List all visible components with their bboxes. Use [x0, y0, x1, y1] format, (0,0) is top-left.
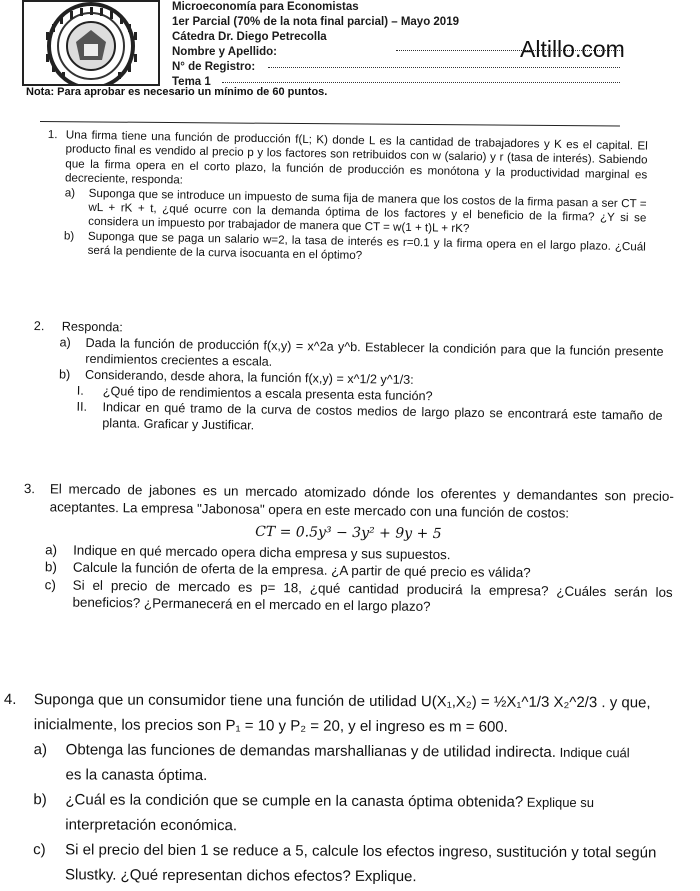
chair-name: Cátedra Dr. Diego Petrecolla — [172, 31, 327, 43]
question-number: 1. — [47, 128, 58, 142]
course-title: Microeconomía para Economistas — [172, 1, 359, 13]
item-label: b) — [44, 559, 57, 575]
item-text: Dada la función de producción f(x,y) = x^2a y^b. Establecer la condición para que la función presente rendimientos crecientes a escala. — [85, 335, 664, 369]
question-text: Una firma tiene una función de producción f(L; K) donde L es la cantidad de trabajadores y K es el capital. El producto final es vendido al precio p y los factores son retribuidos con w (salario) y r (tasa de interés). Sabiendo que la firma opera en el corto plazo, la función de producción es monótona y la productividad marginal es decreciente, responda: — [64, 128, 648, 187]
exam-header — [172, 0, 532, 90]
item-text: Suponga que se paga un salario w=2, la tasa de interés es r=0.1 y la firma opera en el largo plazo. ¿Cuál será la pendiente de la curva isocuanta en el óptimo? — [87, 229, 646, 263]
item-text: interpretación económica. — [65, 816, 238, 835]
question-number: 4. — [3, 690, 17, 709]
item-label: a) — [33, 741, 48, 759]
question-3 — [22, 480, 674, 618]
item-text-small: Indique cuál — [555, 744, 630, 761]
registry-fill-line — [268, 67, 620, 68]
exam-title: 1er Parcial (70% de la nota final parcial) – Mayo 2019 — [172, 16, 459, 28]
cost-formula: CT = 0.5y³ − 3y² + 9y + 5 — [255, 523, 442, 543]
item-text: Calcule la función de oferta de la empresa. ¿A partir de qué precio es válida? — [72, 559, 531, 581]
watermark: Altillo.com — [520, 36, 625, 62]
question-2 — [32, 318, 664, 440]
item-text: Considerando, desde ahora, la función f(x,y) = x^1/2 y^1/3: — [85, 367, 414, 387]
item-label: c) — [33, 841, 46, 859]
item-text: Obtenga las funciones de demandas marshallianas y de utilidad indirecta. — [65, 741, 557, 761]
question-text-line-1: Suponga que un consumidor tiene una función de utilidad U(X₁,X₂) = ½X₁^1/3 X₂^2/3 . y que, — [33, 691, 651, 712]
item-text: ¿Cuál es la condición que se cumple en la canasta óptima obtenida? — [65, 791, 524, 811]
header-divider — [40, 121, 620, 127]
question-text: Responda: — [61, 319, 123, 335]
item-label: b) — [63, 229, 75, 243]
question-1 — [46, 128, 648, 269]
item-text: Suponga que se introduce un impuesto de suma fija de manera que los costos de la firma pasan a ser CT = wL + rK + t, ¿qué ocurre con la demanda óptima de los factores y el beneficio de la firma? ¿Y si se considera un impuesto por trabajador de manera que CT = w(1 + t)L + rK? — [88, 186, 647, 236]
item-text: Indicar en qué tramo de la curva de costos medios de largo plazo se encontrará este tamaño de planta. Graficar y Justificar. — [102, 400, 663, 433]
theme-fill-line — [222, 82, 620, 83]
theme-label: Tema 1 — [172, 76, 211, 88]
question-number: 2. — [33, 318, 45, 334]
item-label: b) — [59, 367, 71, 382]
item-label: b) — [33, 791, 47, 809]
item-label: c) — [44, 576, 56, 592]
item-label: a) — [45, 541, 58, 557]
question-text-line-2: inicialmente, los precios son P₁ = 10 y P₂ = 20, y el ingreso es m = 600. — [33, 716, 508, 736]
question-text: El mercado de jabones es un mercado atomizado dónde los oferentes y demandantes son precio-aceptantes. La empresa "Jabonosa" opera en este mercado con una función de costos: — [49, 481, 674, 521]
item-label: a) — [59, 335, 71, 350]
question-4 — [3, 687, 698, 891]
question-number: 3. — [23, 480, 36, 497]
passing-note: Nota: Para aprobar es necesario un mínimo de 60 puntos. — [26, 86, 328, 98]
item-text: Slustky. ¿Qué representan dichos efectos? Explique. — [64, 866, 417, 886]
item-text: Si el precio de mercado es p= 18, ¿qué cantidad producirá la empresa? ¿Cuáles serán los beneficios? ¿Permanecerá en el mercado en el largo plazo? — [72, 577, 673, 614]
item-label: II. — [76, 399, 88, 414]
university-seal — [22, 0, 160, 86]
item-label: a) — [64, 185, 76, 200]
item-text: Indique en qué mercado opera dicha empresa y sus supuestos. — [73, 542, 451, 562]
registry-label: N° de Registro: — [172, 61, 256, 73]
item-label: I. — [76, 383, 84, 398]
item-text: Si el precio del bien 1 se reduce a 5, calcule los efectos ingreso, sustitución y total según — [65, 841, 657, 862]
item-text-small: Explique su — [523, 794, 595, 811]
item-text: ¿Qué tipo de rendimientos a escala presenta esta función? — [102, 384, 433, 404]
name-label: Nombre y Apellido: — [172, 46, 277, 58]
item-text: es la canasta óptima. — [65, 766, 208, 785]
